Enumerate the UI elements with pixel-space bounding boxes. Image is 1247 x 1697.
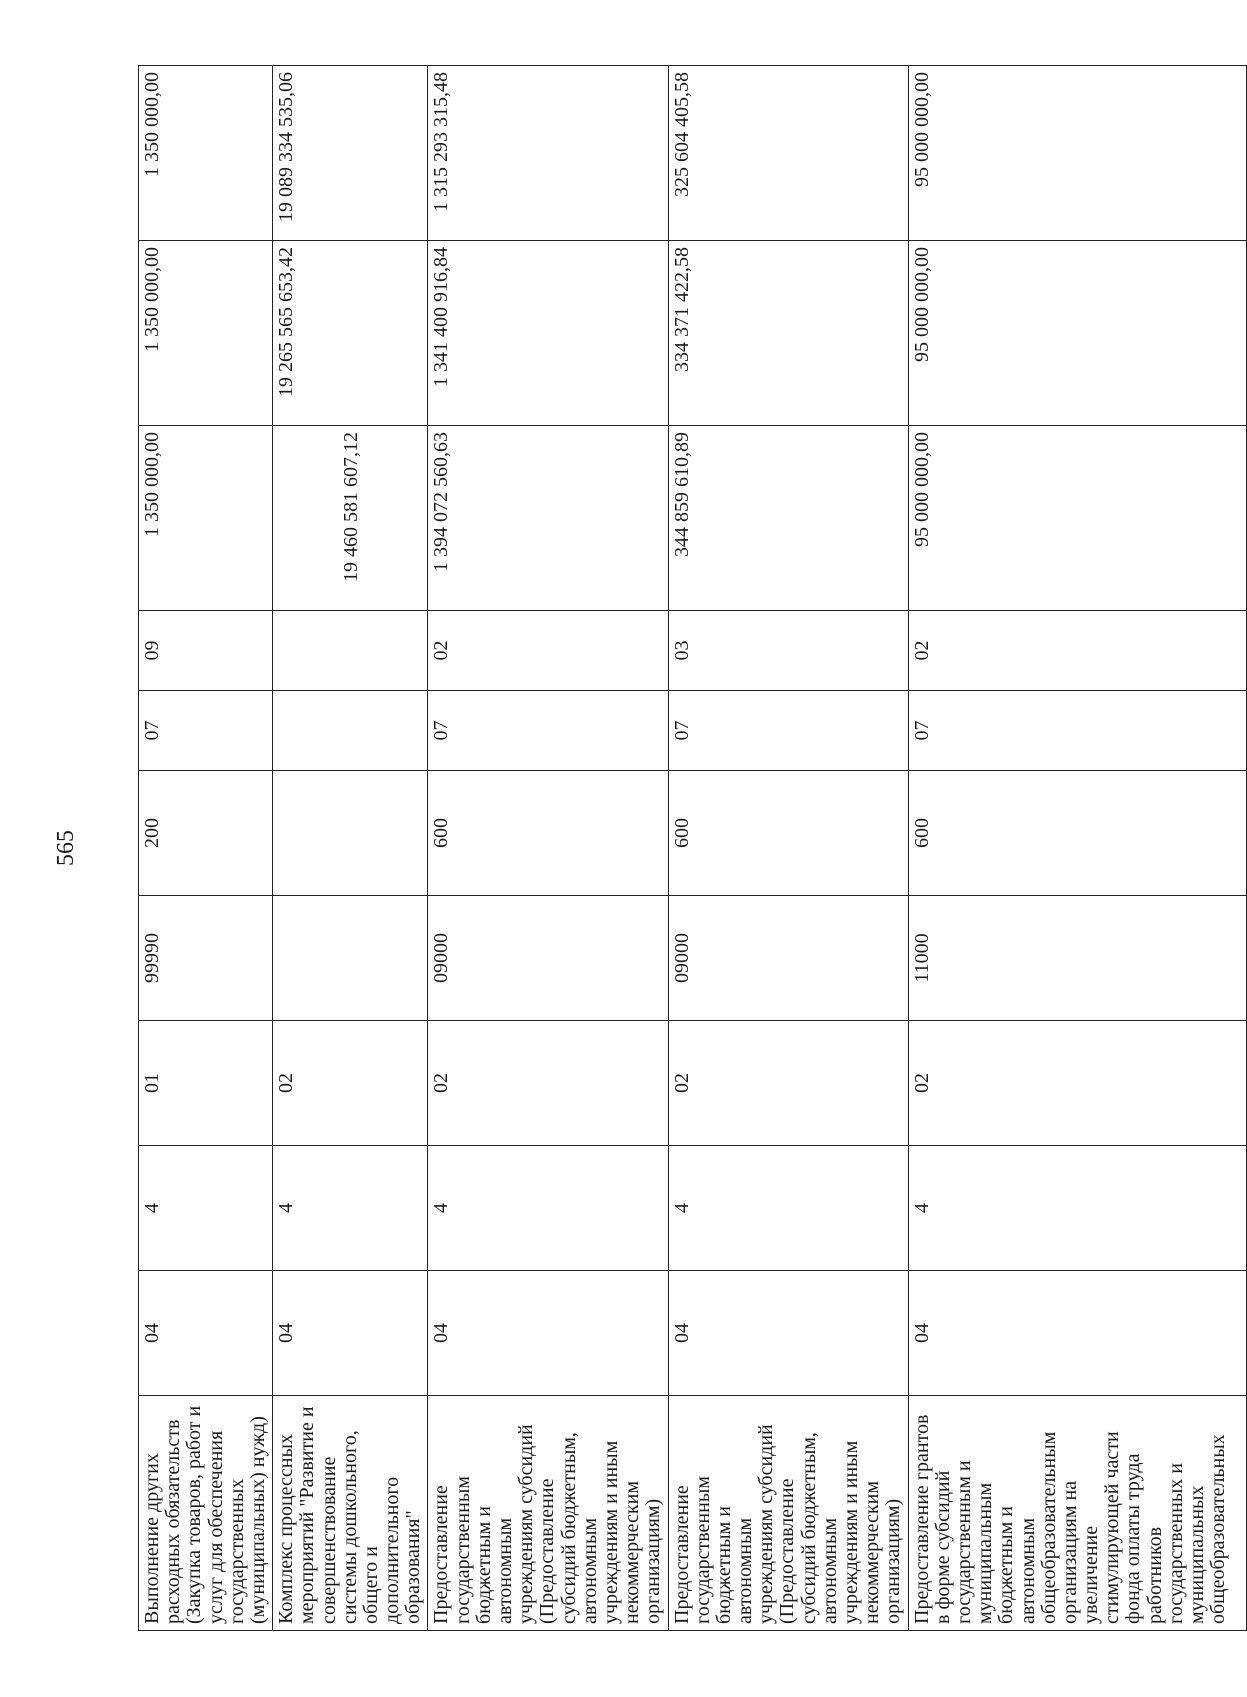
table-row [139, 66, 273, 1631]
amount-cell: 19 265 565 653,42 [273, 241, 428, 426]
code-cell: 09000 [668, 896, 908, 1021]
amount-cell: 1 315 293 315,48 [428, 66, 668, 241]
code-cell: 02 [668, 1021, 908, 1146]
amount-cell: 95 000 000,00 [908, 66, 1246, 241]
code-cell: 4 [428, 1146, 668, 1271]
code-cell: 07 [428, 691, 668, 771]
code-cell: 03 [668, 611, 908, 691]
code-cell: 02 [908, 611, 1246, 691]
amount-cell: 1 394 072 560,63 [428, 426, 668, 611]
amount-cell: 344 859 610,89 [668, 426, 908, 611]
amount-cell: 1 350 000,00 [139, 66, 273, 241]
code-cell [273, 771, 428, 896]
code-cell: 02 [273, 1021, 428, 1146]
code-cell: 04 [908, 1271, 1246, 1396]
code-cell: 04 [428, 1271, 668, 1396]
code-cell: 600 [668, 771, 908, 896]
code-cell: 4 [273, 1146, 428, 1271]
row-description: Предоставление грантов в форме субсидий государственным и муниципальным бюджетным и автономным общеобразовательным организациям на увеличение стимулирующей части фонда оплаты труда работников государственных и муниципальных общеобразовательных [908, 1396, 1246, 1631]
code-cell: 4 [908, 1146, 1246, 1271]
row-description: Комплекс процессных мероприятий "Развитие и совершенствование системы дошкольного, общего и дополнительного образования" [273, 1396, 428, 1631]
code-cell: 09000 [428, 896, 668, 1021]
code-cell: 02 [908, 1021, 1246, 1146]
amount-cell: 95 000 000,00 [908, 426, 1246, 611]
code-cell: 200 [139, 771, 273, 896]
code-cell: 600 [908, 771, 1246, 896]
amount-cell: 325 604 405,58 [668, 66, 908, 241]
code-cell: 4 [668, 1146, 908, 1271]
code-cell: 07 [668, 691, 908, 771]
code-cell: 07 [139, 691, 273, 771]
code-cell: 02 [428, 611, 668, 691]
code-cell: 07 [908, 691, 1246, 771]
code-cell: 4 [139, 1146, 273, 1271]
row-description: Предоставление государственным бюджетным и автономным учреждениям субсидий (Предоставление субсидий бюджетным, автономным учреждениям и иным некоммерческим организациям) [428, 1396, 668, 1631]
amount-cell: 19 460 581 607,12 [273, 426, 428, 611]
amount-cell: 1 350 000,00 [139, 426, 273, 611]
table-row [273, 66, 428, 1631]
code-cell: 600 [428, 771, 668, 896]
amount-cell: 19 089 334 535,06 [273, 66, 428, 241]
row-description: Предоставление государственным бюджетным и автономным учреждениям субсидий (Предоставление субсидий бюджетным, автономным учреждениям и иным некоммерческим организациям) [668, 1396, 908, 1631]
amount-cell: 1 350 000,00 [139, 241, 273, 426]
code-cell [273, 896, 428, 1021]
code-cell: 99990 [139, 896, 273, 1021]
amount-cell: 95 000 000,00 [908, 241, 1246, 426]
table-row [908, 66, 1246, 1631]
code-cell: 04 [139, 1271, 273, 1396]
code-cell: 04 [668, 1271, 908, 1396]
budget-table [138, 65, 1247, 1631]
code-cell [273, 611, 428, 691]
amount-cell: 334 371 422,58 [668, 241, 908, 426]
code-cell: 01 [139, 1021, 273, 1146]
code-cell: 09 [139, 611, 273, 691]
table-row [428, 66, 668, 1631]
budget-table-container [138, 66, 1230, 1631]
code-cell: 11000 [908, 896, 1246, 1021]
code-cell: 02 [428, 1021, 668, 1146]
code-cell: 04 [273, 1271, 428, 1396]
amount-cell: 1 341 400 916,84 [428, 241, 668, 426]
page-number: 565 [52, 830, 79, 866]
code-cell [273, 691, 428, 771]
row-description: Выполнение других расходных обязательств (Закупка товаров, работ и услуг для обеспечения государственных (муниципальных) нужд) [139, 1396, 273, 1631]
table-row [668, 66, 908, 1631]
